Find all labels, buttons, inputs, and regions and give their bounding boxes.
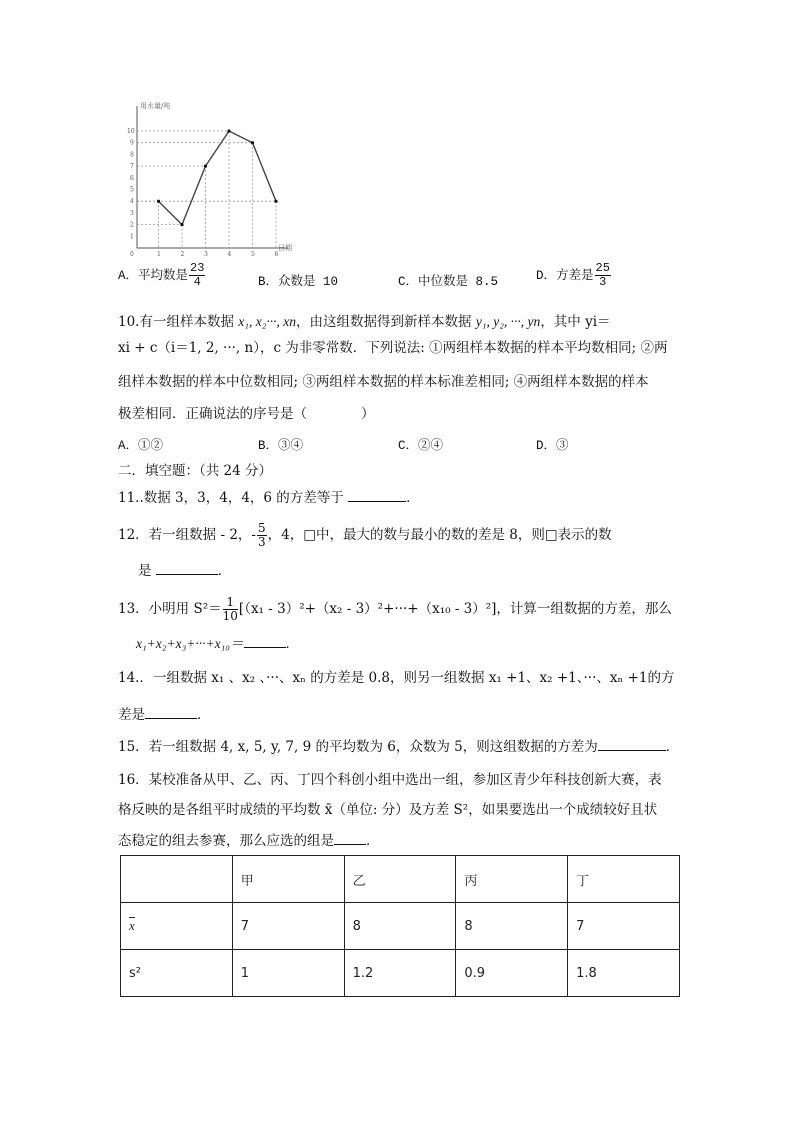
svg-text:0: 0 xyxy=(130,251,134,258)
data-point xyxy=(251,141,254,144)
q13-line1: 13．小明用 S²＝ $\frac{1}{10}$ [（x₁ - 3）²+（x₂ - 3）²+···+（x₁₀ - 3）²]，计算一组数据的方差，那么 xyxy=(118,595,672,623)
svg-text:3: 3 xyxy=(130,209,134,217)
q15: 15．若一组数据 4, x, 5, y, 7, 9 的平均数为 6，众数为 5，则这组数据的方差为 ． xyxy=(118,736,679,757)
q12-line2: 是 ． xyxy=(138,560,231,581)
table-cell: 7 xyxy=(568,903,680,950)
q10-option-a[interactable]: A．①② xyxy=(118,439,164,453)
svg-text:8: 8 xyxy=(130,151,134,159)
table-cell: 8 xyxy=(344,903,456,950)
table-cell-variance-label: s² xyxy=(121,950,233,997)
svg-text:6: 6 xyxy=(274,251,279,258)
q14-line2: 差是 ． xyxy=(118,704,211,725)
answer-blank[interactable] xyxy=(156,560,218,575)
svg-text:3: 3 xyxy=(204,251,208,258)
q10-line4: 极差相同．正确说法的序号是（ ） xyxy=(118,406,375,422)
svg-text:1: 1 xyxy=(157,251,161,258)
q9-option-c[interactable]: C．中位数是 8.5 xyxy=(398,275,499,289)
answer-blank[interactable] xyxy=(145,704,197,719)
table-header-cell: 乙 xyxy=(344,856,456,903)
svg-text:2: 2 xyxy=(130,221,134,229)
data-line xyxy=(159,131,277,225)
table-header-cell: 丙 xyxy=(456,856,568,903)
table-header-cell xyxy=(121,856,233,903)
x-axis-label: 日期 xyxy=(278,244,292,252)
table-cell: 8 xyxy=(456,903,568,950)
svg-text:1: 1 xyxy=(130,233,134,241)
svg-text:4: 4 xyxy=(130,198,134,206)
fraction: $\frac{25}{3}$ xyxy=(595,261,610,289)
fraction: $\frac{1}{10}$ xyxy=(222,595,238,623)
svg-text:9: 9 xyxy=(130,139,134,147)
svg-text:4: 4 xyxy=(227,251,232,258)
fraction: $\frac{5}{3}$ xyxy=(257,521,266,549)
q10-line3: 组样本数据的样本中位数相同; ③两组样本数据的样本标准差相同; ④两组样本数据的样本 xyxy=(118,374,649,390)
table-cell: 1 xyxy=(232,950,344,997)
q16-line1: 16．某校准备从甲、乙、丙、丁四个科创小组中选出一组，参加区青少年科技创新大赛，表 xyxy=(118,772,662,788)
data-point xyxy=(157,200,160,203)
svg-text:5: 5 xyxy=(130,186,134,194)
answer-blank[interactable] xyxy=(348,487,406,502)
group-scores-table xyxy=(120,855,680,997)
svg-text:7: 7 xyxy=(130,163,134,171)
q11: 11..数据 3，3，4，4，6 的方差等于 ． xyxy=(118,487,420,508)
table-row xyxy=(121,903,680,950)
table-cell: 1.8 xyxy=(568,950,680,997)
table-header-row xyxy=(121,856,680,903)
q10-option-d[interactable]: D．③ xyxy=(536,439,569,453)
q9-option-b[interactable]: B．众数是 10 xyxy=(258,275,339,289)
answer-blank[interactable] xyxy=(334,830,366,845)
q13-line2: x₁+x₂+x₃+···+x₁₀＝ ． xyxy=(136,633,299,654)
q10-option-b[interactable]: B．③④ xyxy=(258,439,304,453)
table-cell: 7 xyxy=(232,903,344,950)
q9-option-a[interactable]: A．平均数是 $\frac{23}{4}$ xyxy=(118,261,205,289)
table-row xyxy=(121,950,680,997)
section-title: 二．填空题：（共 24 分） xyxy=(118,463,273,479)
q9-option-d[interactable]: D．方差是 $\frac{25}{3}$ xyxy=(536,261,610,289)
q12-line1: 12．若一组数据 - 2，- $\frac{5}{3}$ ，4，□中，最大的数与最小的数的差是 8，则□表示的数 xyxy=(118,521,612,549)
answer-blank[interactable] xyxy=(598,736,666,751)
data-point xyxy=(180,223,183,226)
answer-blank[interactable] xyxy=(244,633,286,648)
fraction: $\frac{23}{4}$ xyxy=(190,261,205,289)
svg-text:2: 2 xyxy=(180,251,185,258)
table-cell: 0.9 xyxy=(456,950,568,997)
table-header-cell: 甲 xyxy=(232,856,344,903)
q14-line1: 14.．一组数据 x₁ 、x₂ 、···、xₙ 的方差是 0.8，则另一组数据 x₁ +1、x₂ +1、···、xₙ +1的方 xyxy=(118,670,675,686)
data-point xyxy=(227,129,230,132)
q10-option-c[interactable]: C．②④ xyxy=(398,439,444,453)
data-point xyxy=(274,200,277,203)
table-cell: 1.2 xyxy=(344,950,456,997)
q16-line2: 格反映的是各组平时成绩的平均数 x̄（单位: 分）及方差 S²，如果要选出一个成绩较好且状 xyxy=(118,802,658,818)
svg-text:6: 6 xyxy=(130,174,134,182)
y-axis-label: 用水量/吨 xyxy=(140,102,171,110)
table-cell-mean-label: $\overline{x}$ xyxy=(121,903,233,950)
q10-line2: xi + c（i＝1, 2, ···, n），c 为非零常数．下列说法: ①两组样本数据的样本平均数相同; ②两 xyxy=(118,340,668,356)
q16-line3: 态稳定的组去参赛，那么应选的组是 ． xyxy=(118,830,380,851)
svg-text:5: 5 xyxy=(251,251,255,258)
table-header-cell: 丁 xyxy=(568,856,680,903)
svg-text:10: 10 xyxy=(127,128,135,135)
data-point xyxy=(204,165,207,168)
water-usage-line-chart xyxy=(110,98,300,263)
q10-line1: 10.有一组样本数据 x₁, x₂···, xn，由这组数据得到新样本数据 y₁, y₂, ···, yn，其中 yi＝ xyxy=(118,314,611,330)
